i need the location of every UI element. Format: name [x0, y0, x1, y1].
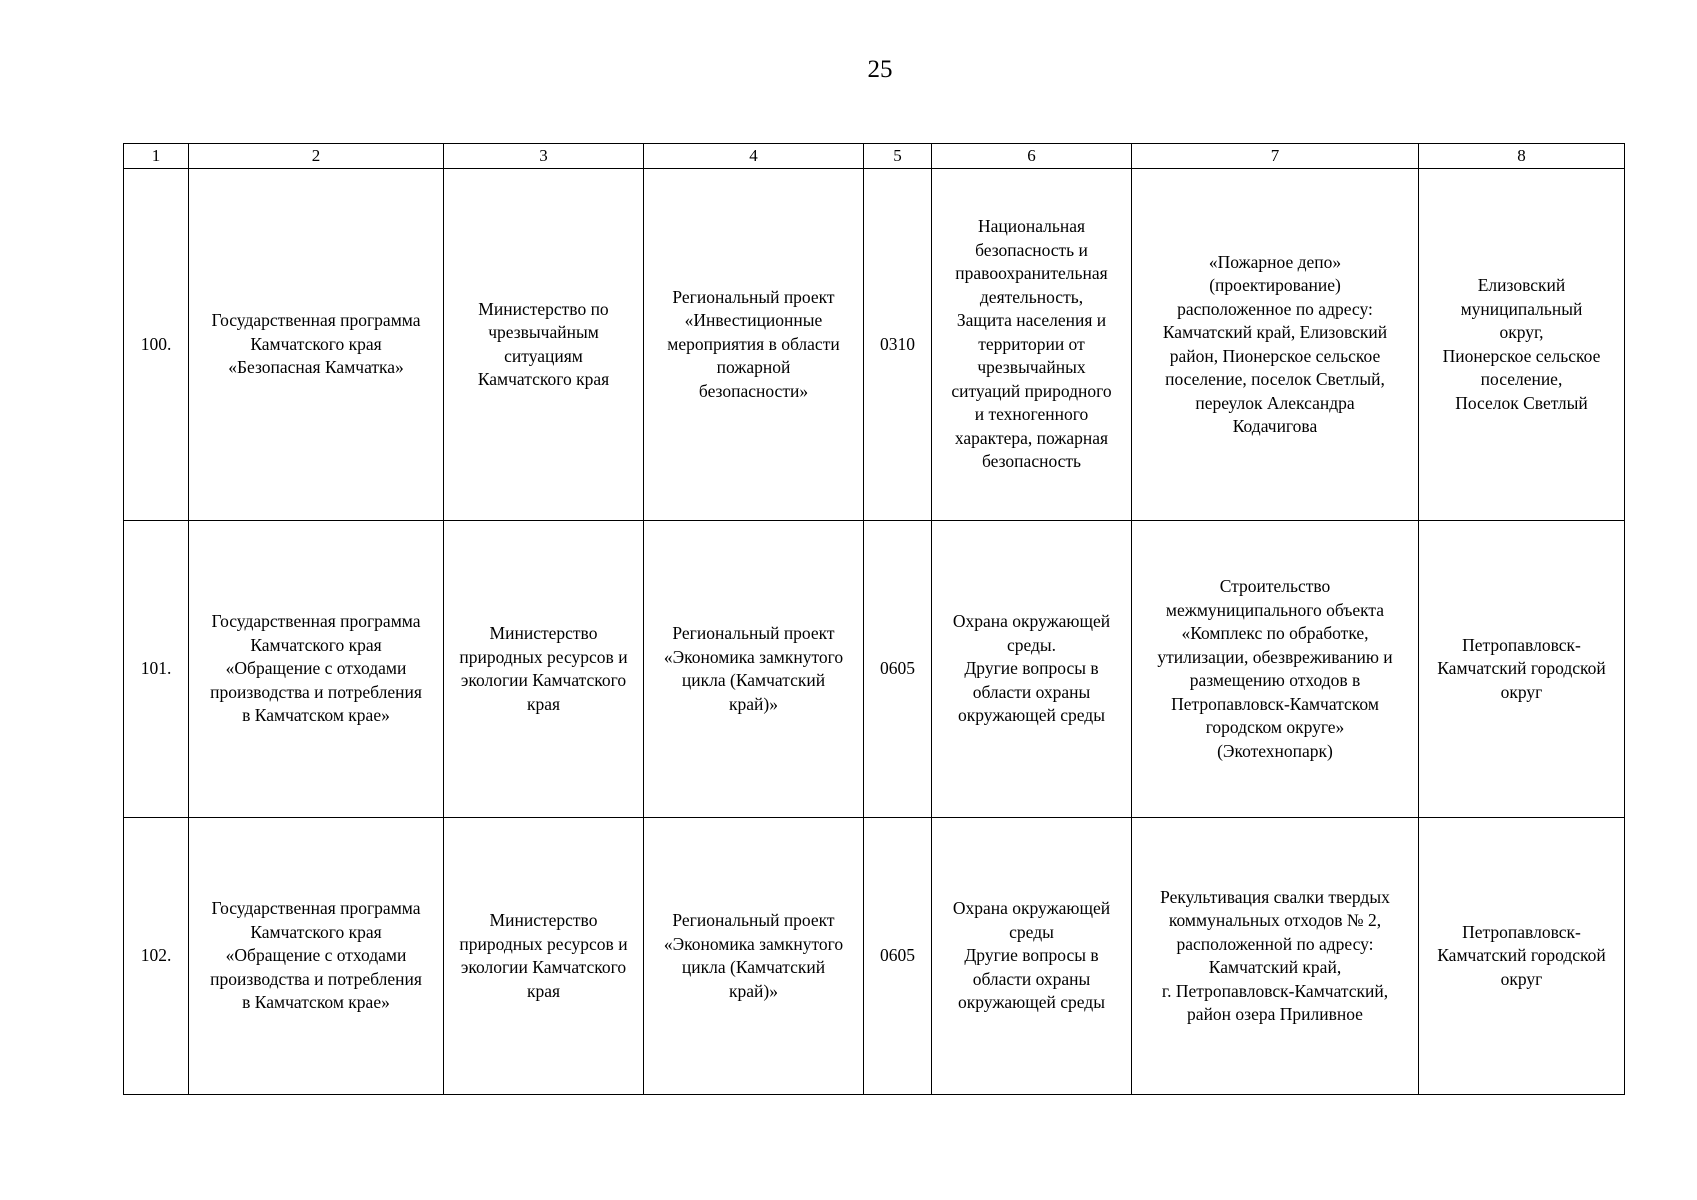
project-cell: Региональный проект «Экономика замкнутого цикла (Камчатский край)» — [644, 818, 864, 1095]
location-cell: Петропавловск- Камчатский городской округ — [1419, 818, 1625, 1095]
object-cell: «Пожарное депо» (проектирование) расположенное по адресу: Камчатский край, Елизовский район, Пионерское сельское поселение, поселок Светлый, переулок Александра Кодачигова — [1132, 169, 1419, 521]
table-header-row — [124, 144, 1625, 169]
column-number-header: 3 — [444, 144, 644, 169]
section-cell: Охрана окружающей среды Другие вопросы в области охраны окружающей среды — [932, 818, 1132, 1095]
code-cell: 0605 — [864, 521, 932, 818]
section-cell: Охрана окружающей среды. Другие вопросы в области охраны окружающей среды — [932, 521, 1132, 818]
row-number-cell: 101. — [124, 521, 189, 818]
column-number-header: 4 — [644, 144, 864, 169]
section-cell: Национальная безопасность и правоохранительная деятельность, Защита населения и территории от чрезвычайных ситуаций природного и техногенного характера, пожарная безопасность — [932, 169, 1132, 521]
code-cell: 0605 — [864, 818, 932, 1095]
column-number-header: 7 — [1132, 144, 1419, 169]
column-number-header: 2 — [189, 144, 444, 169]
object-cell: Строительство межмуниципального объекта «Комплекс по обработке, утилизации, обезвреживанию и размещению отходов в Петропавловск-Камчатском городском округе» (Экотехнопарк) — [1132, 521, 1419, 818]
column-number-header: 8 — [1419, 144, 1625, 169]
column-number-header: 1 — [124, 144, 189, 169]
ministry-cell: Министерство по чрезвычайным ситуациям Камчатского края — [444, 169, 644, 521]
object-cell: Рекультивация свалки твердых коммунальных отходов № 2, расположенной по адресу: Камчатский край, г. Петропавловск-Камчатский, район озера Приливное — [1132, 818, 1419, 1095]
project-cell: Региональный проект «Инвестиционные мероприятия в области пожарной безопасности» — [644, 169, 864, 521]
ministry-cell: Министерство природных ресурсов и экологии Камчатского края — [444, 818, 644, 1095]
page-number: 25 — [867, 56, 893, 83]
data-table — [123, 143, 1625, 1095]
column-number-header: 5 — [864, 144, 932, 169]
column-number-header: 6 — [932, 144, 1132, 169]
program-cell: Государственная программа Камчатского края «Безопасная Камчатка» — [189, 169, 444, 521]
location-cell: Елизовский муниципальный округ, Пионерское сельское поселение, Поселок Светлый — [1419, 169, 1625, 521]
location-cell: Петропавловск- Камчатский городской округ — [1419, 521, 1625, 818]
table-row — [124, 818, 1625, 1095]
ministry-cell: Министерство природных ресурсов и экологии Камчатского края — [444, 521, 644, 818]
table-row — [124, 169, 1625, 521]
table-row — [124, 521, 1625, 818]
project-cell: Региональный проект «Экономика замкнутого цикла (Камчатский край)» — [644, 521, 864, 818]
program-cell: Государственная программа Камчатского края «Обращение с отходами производства и потребления в Камчатском крае» — [189, 521, 444, 818]
row-number-cell: 102. — [124, 818, 189, 1095]
row-number-cell: 100. — [124, 169, 189, 521]
program-cell: Государственная программа Камчатского края «Обращение с отходами производства и потребления в Камчатском крае» — [189, 818, 444, 1095]
code-cell: 0310 — [864, 169, 932, 521]
